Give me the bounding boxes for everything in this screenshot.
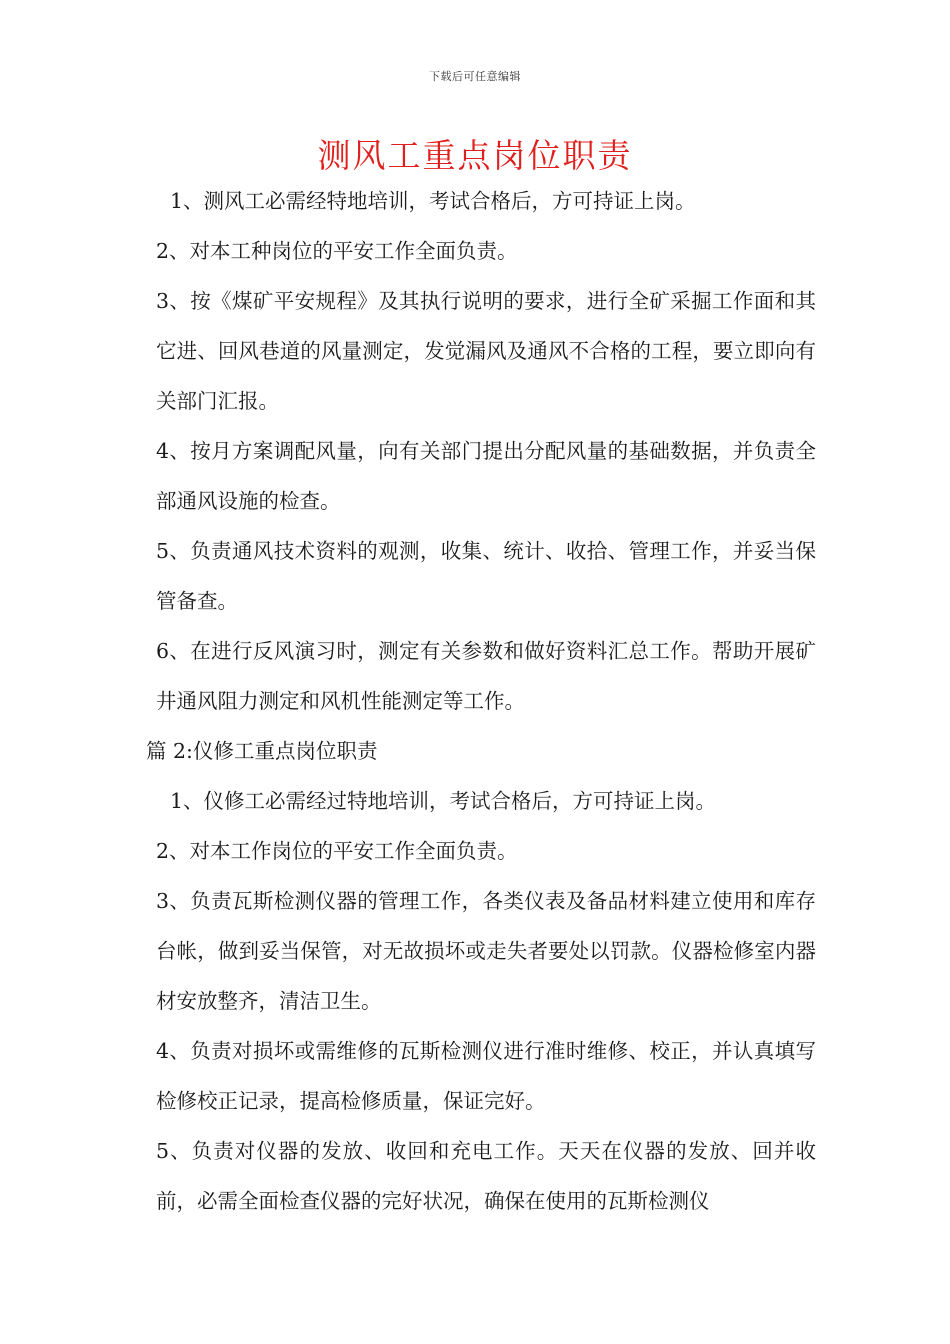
section1-item-6: 6、在进行反风演习时，测定有关参数和做好资料汇总工作。帮助开展矿井通风阻力测定和风机性能测定等工作。 [156, 639, 816, 713]
section1-item-1: 1、测风工必需经特地培训，考试合格后，方可持证上岗。 [170, 189, 696, 213]
section1-item-4: 4、按月方案调配风量，向有关部门提出分配风量的基础数据，并负责全部通风设施的检查。 [156, 439, 816, 513]
section2-item-4: 4、负责对损坏或需维修的瓦斯检测仪进行准时维修、校正，并认真填写检修校正记录，提高检修质量，保证完好。 [156, 1039, 816, 1113]
section1-item-2: 2、对本工种岗位的平安工作全面负责。 [156, 239, 518, 263]
section2-heading: 篇 2:仪修工重点岗位职责 [146, 739, 378, 763]
section1-item-5: 5、负责通风技术资料的观测，收集、统计、收拾、管理工作，并妥当保管备查。 [156, 539, 816, 613]
section2-item-3: 3、负责瓦斯检测仪器的管理工作，各类仪表及备品材料建立使用和库存台帐，做到妥当保管，对无故损坏或走失者要处以罚款。仪器检修室内器材安放整齐，清洁卫生。 [156, 889, 816, 1013]
section2-item-1: 1、仪修工必需经过特地培训，考试合格后，方可持证上岗。 [170, 789, 717, 813]
document-body [146, 176, 816, 1226]
section2-item-5: 5、负责对仪器的发放、收回和充电工作。天天在仪器的发放、回并收前，必需全面检查仪器的完好状况，确保在使用的瓦斯检测仪 [156, 1139, 816, 1213]
document-title: 测风工重点岗位职责 [317, 136, 633, 175]
section1-item-3: 3、按《煤矿平安规程》及其执行说明的要求，进行全矿采掘工作面和其它进、回风巷道的风量测定，发觉漏风及通风不合格的工程，要立即向有关部门汇报。 [156, 289, 816, 413]
header-note: 下载后可任意编辑 [429, 70, 521, 83]
section2-item-2: 2、对本工作岗位的平安工作全面负责。 [156, 839, 518, 863]
